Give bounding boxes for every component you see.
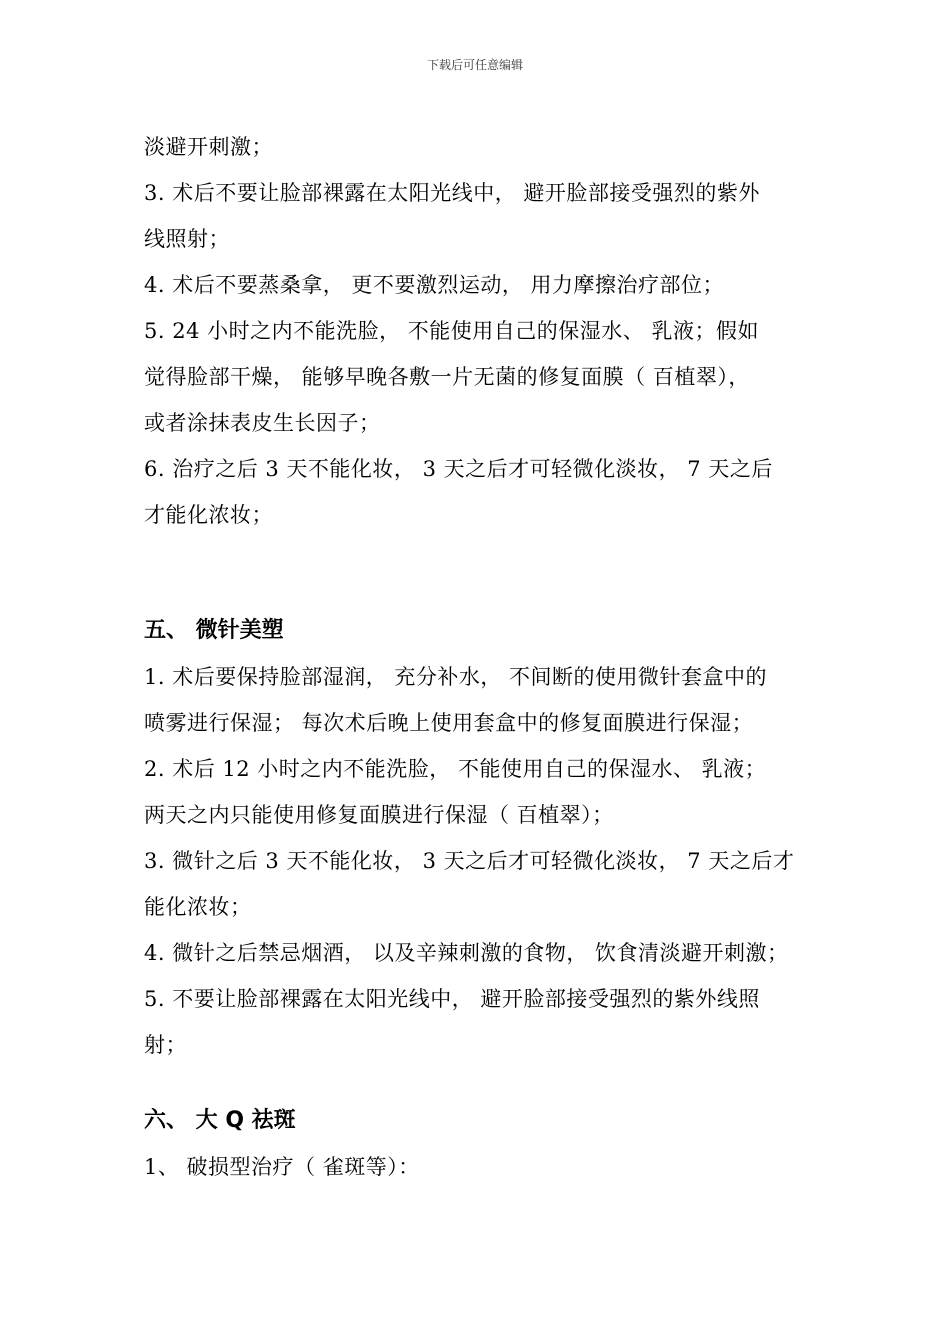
text-line: 淡避开刺激；: [144, 135, 273, 159]
text-line: 5. 24 小时之内不能洗脸， 不能使用自己的保湿水、 乳液；假如: [144, 319, 759, 343]
text-line: 喷雾进行保湿； 每次术后晚上使用套盒中的修复面膜进行保湿；: [144, 711, 754, 735]
text-line: 或者涂抹表皮生长因子；: [144, 411, 381, 435]
spacer: [144, 1068, 824, 1098]
text-line: 4. 术后不要蒸桑拿， 更不要激烈运动， 用力摩擦治疗部位；: [144, 273, 725, 297]
text-line: 两天之内只能使用修复面膜进行保湿（ 百植翠）；: [144, 803, 614, 827]
spacer: [144, 538, 824, 608]
text-line: 5. 不要让脸部裸露在太阳光线中， 避开脸部接受强烈的紫外线照: [144, 987, 760, 1011]
text-line: 2. 术后 12 小时之内不能洗脸， 不能使用自己的保湿水、 乳液；: [144, 757, 767, 781]
text-line: 1、 破损型治疗（ 雀斑等）：: [144, 1155, 420, 1179]
text-line: 3. 微针之后 3 天不能化妆， 3 天之后才可轻微化淡妆， 7 天之后才: [144, 849, 795, 873]
text-line: 觉得脸部干燥， 能够早晚各敷一片无菌的修复面膜（ 百植翠），: [144, 365, 750, 389]
text-line: 才能化浓妆；: [144, 503, 273, 527]
section-microneedle: [144, 608, 824, 1068]
text-line: 射；: [144, 1033, 187, 1057]
section-title: 六、 大 Q 祛斑: [144, 1108, 296, 1133]
section-title: 五、 微针美塑: [144, 618, 284, 643]
page-header-note: 下载后可任意编辑: [426, 58, 523, 72]
text-line: 3. 术后不要让脸部裸露在太阳光线中， 避开脸部接受强烈的紫外: [144, 181, 760, 205]
section-q-switch: [144, 1098, 824, 1190]
text-line: 1. 术后要保持脸部湿润， 充分补水， 不间断的使用微针套盒中的: [144, 665, 768, 689]
text-line: 6. 治疗之后 3 天不能化妆， 3 天之后才可轻微化淡妆， 7 天之后: [144, 457, 773, 481]
paragraph-block-1: [144, 124, 824, 538]
text-line: 能化浓妆；: [144, 895, 252, 919]
text-line: 线照射；: [144, 227, 230, 251]
text-line: 4. 微针之后禁忌烟酒， 以及辛辣刺激的食物， 饮食清淡避开刺激；: [144, 941, 789, 965]
document-body: [144, 124, 824, 1190]
